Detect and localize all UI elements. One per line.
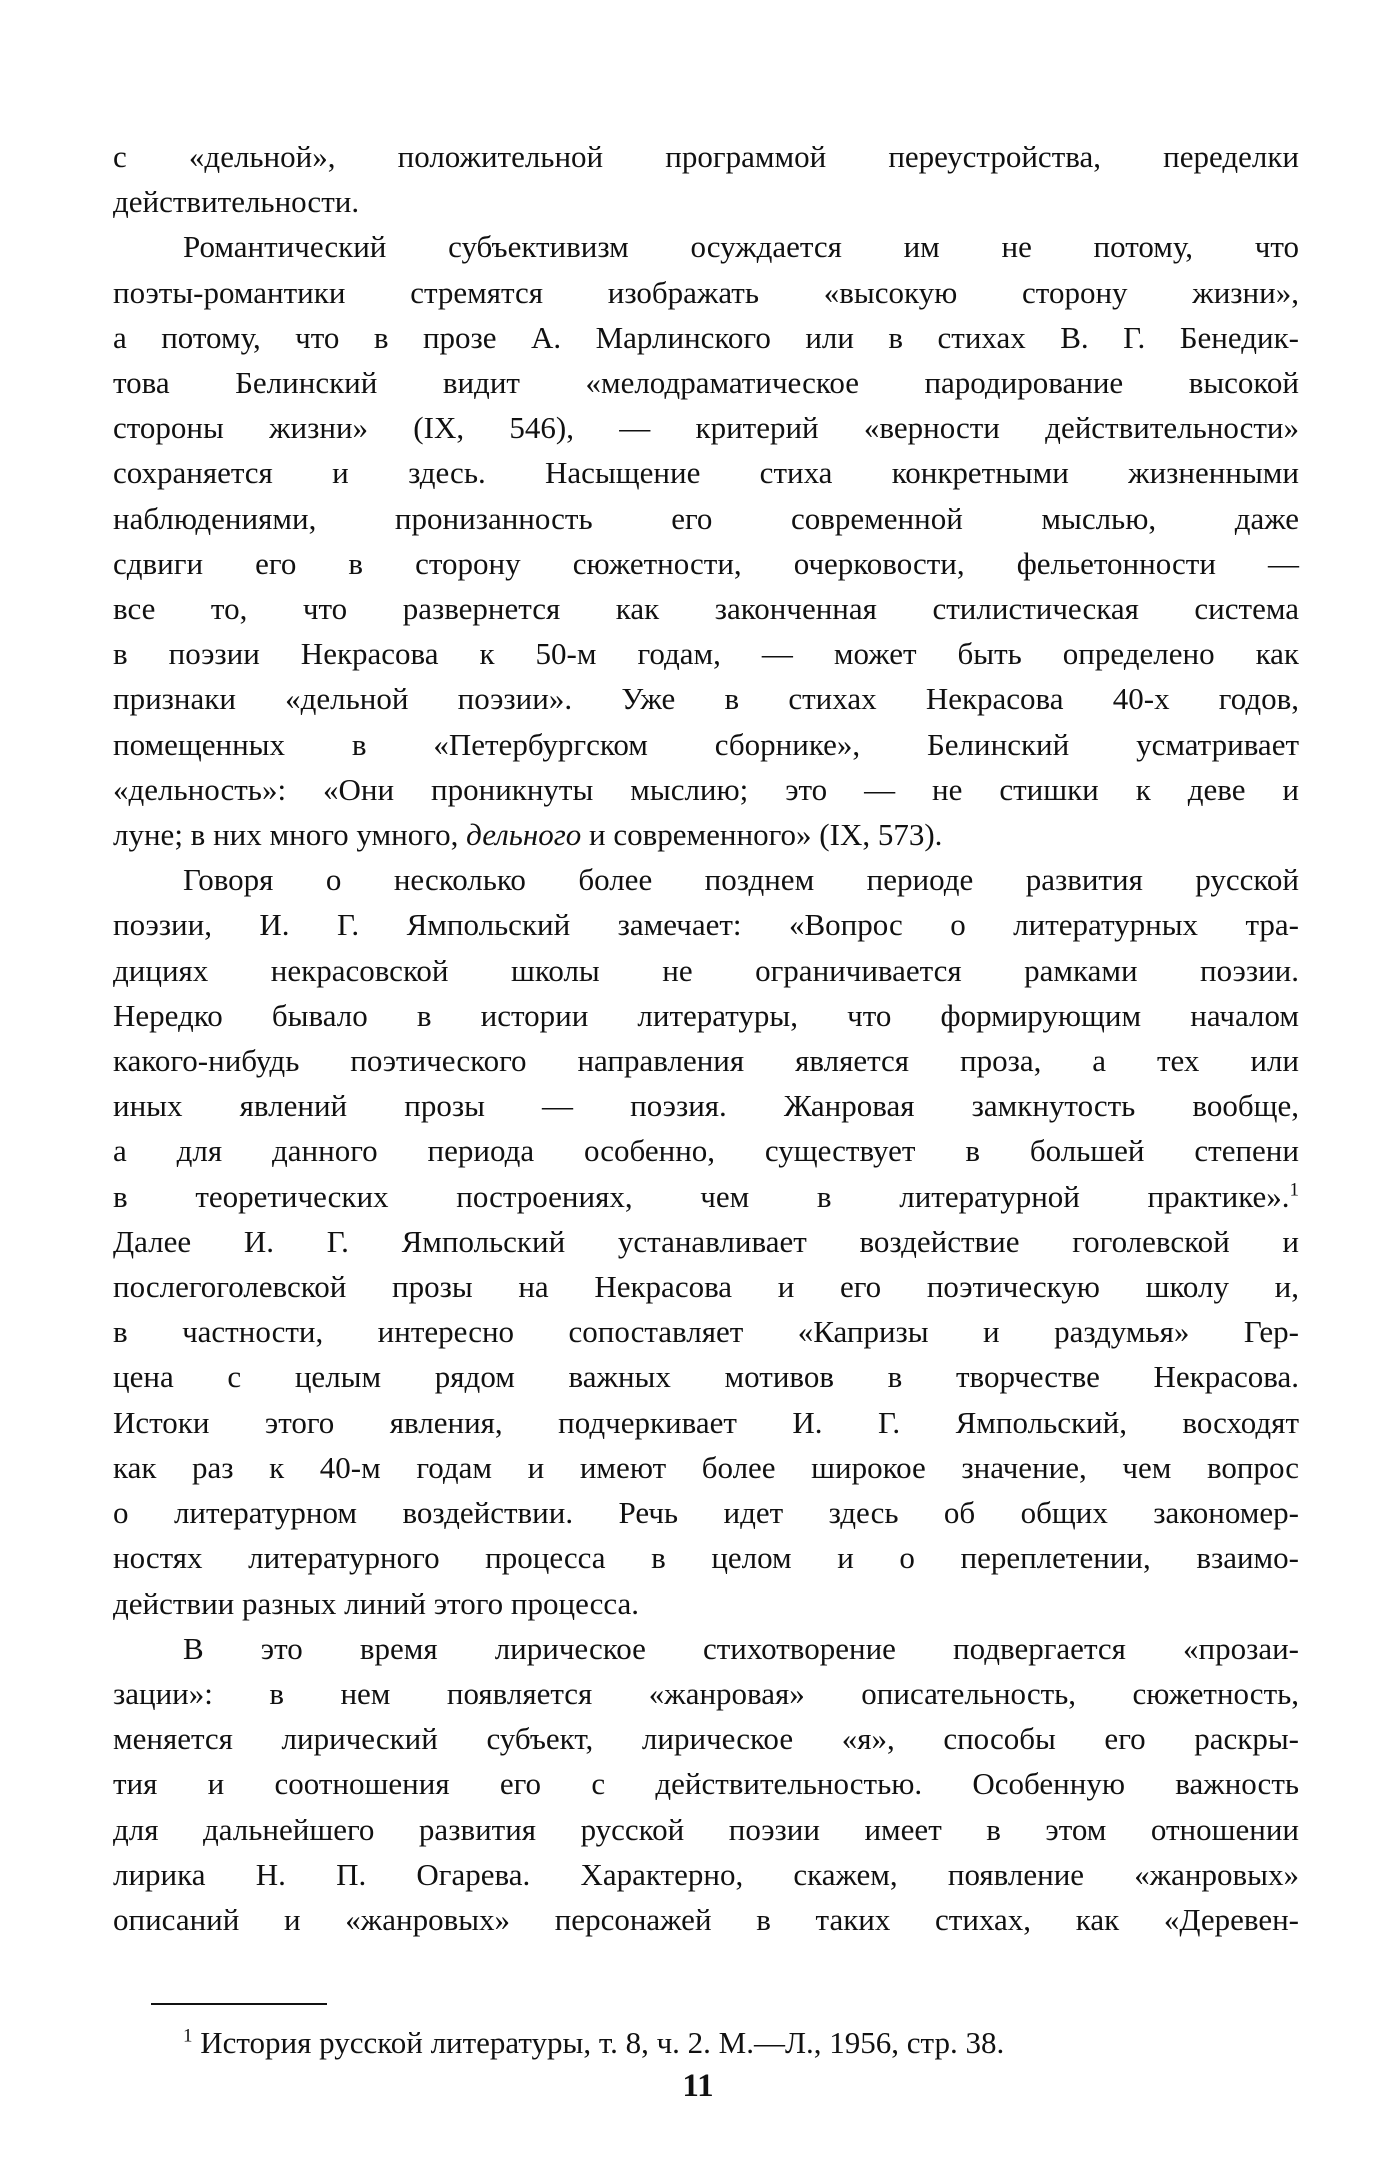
text-line: «дельность»: «Они проникнуты мыслию; это — не стишки к деве и bbox=[113, 771, 1299, 807]
text-line bbox=[113, 812, 1299, 857]
text-line: признаки «дельной поэзии». Уже в стихах Некрасова 40-х годов, bbox=[113, 681, 1299, 717]
text-line: Истоки этого явления, подчеркивает И. Г. Ямпольский, восходят bbox=[113, 1404, 1299, 1440]
text-line: в поэзии Некрасова к 50-м годам, — может быть определено как bbox=[113, 636, 1299, 672]
text-line: действии разных линий этого процесса. bbox=[113, 1585, 640, 1621]
paragraph-0 bbox=[113, 134, 1299, 224]
italic-word: дельного bbox=[466, 817, 582, 853]
text-line: поэзии, И. Г. Ямпольский замечает: «Вопрос о литературных тра- bbox=[113, 907, 1299, 943]
text-line: о литературном воздействии. Речь идет здесь об общих закономер- bbox=[113, 1495, 1299, 1531]
footnote-marker: 1 bbox=[183, 2025, 193, 2047]
text-line: с «дельной», положительной программой переустройства, переделки bbox=[113, 139, 1299, 174]
text-line bbox=[113, 1174, 1299, 1219]
text-line: меняется лирический субъект, лирическое «я», способы его раскры- bbox=[113, 1721, 1299, 1757]
text-line: стороны жизни» (IX, 546), — критерий «верности действительности» bbox=[113, 410, 1299, 446]
text-line: цена с целым рядом важных мотивов в творчестве Некрасова. bbox=[113, 1359, 1299, 1395]
text-line: послегоголевской прозы на Некрасова и его поэтическую школу и, bbox=[113, 1269, 1299, 1305]
paragraph-3 bbox=[113, 1626, 1299, 1942]
text-line: Говоря о несколько более позднем периоде развития русской bbox=[183, 862, 1299, 898]
page-body bbox=[113, 134, 1299, 1942]
text-line: дициях некрасовской школы не ограничивается рамками поэзии. bbox=[113, 952, 1299, 988]
footnote bbox=[183, 2023, 1299, 2063]
text-fragment: и современного» (IX, 573). bbox=[581, 817, 943, 853]
text-line: иных явлений прозы — поэзия. Жанровая замкнутость вообще, bbox=[113, 1088, 1299, 1124]
text-line: какого-нибудь поэтического направления является проза, а тех или bbox=[113, 1043, 1299, 1079]
text-line: как раз к 40-м годам и имеют более широкое значение, чем вопрос bbox=[113, 1449, 1299, 1485]
footnote-divider bbox=[151, 2003, 327, 2005]
text-line: зации»: в нем появляется «жанровая» описательность, сюжетность, bbox=[113, 1675, 1299, 1711]
text-line: сохраняется и здесь. Насыщение стиха конкретными жизненными bbox=[113, 455, 1299, 491]
text-line: действительности. bbox=[113, 184, 360, 220]
text-line: помещенных в «Петербургском сборнике», Белинский усматривает bbox=[113, 726, 1299, 762]
footnote-reference[interactable]: 1 bbox=[1289, 1179, 1299, 1201]
text-line: Романтический субъективизм осуждается им не потому, что bbox=[183, 229, 1299, 265]
paragraph-1 bbox=[113, 224, 1299, 857]
paragraph-2 bbox=[113, 857, 1299, 1625]
text-line: ностях литературного процесса в целом и о переплетении, взаимо- bbox=[113, 1540, 1299, 1576]
text-line: това Белинский видит «мелодраматическое пародирование высокой bbox=[113, 365, 1299, 401]
text-line: а для данного периода особенно, существует в большей степени bbox=[113, 1133, 1299, 1169]
text-fragment: луне; в них много умного, bbox=[113, 817, 467, 853]
text-line: тия и соотношения его с действительностью. Особенную важность bbox=[113, 1766, 1299, 1802]
text-line: описаний и «жанровых» персонажей в таких стихах, как «Деревен- bbox=[113, 1901, 1299, 1937]
text-line: для дальнейшего развития русской поэзии имеет в этом отношении bbox=[113, 1811, 1299, 1847]
text-line: Далее И. Г. Ямпольский устанавливает воздействие гоголевской и bbox=[113, 1223, 1299, 1259]
text-line: все то, что развернется как законченная стилистическая система bbox=[113, 591, 1299, 627]
page-number: 11 bbox=[682, 2068, 714, 2104]
text-line: в частности, интересно сопоставляет «Капризы и раздумья» Гер- bbox=[113, 1314, 1299, 1350]
text-line: лирика Н. П. Огарева. Характерно, скажем, появление «жанровых» bbox=[113, 1856, 1299, 1892]
text-fragment: в теоретических построениях, чем в литературной практике». bbox=[113, 1178, 1290, 1214]
text-line: а потому, что в прозе А. Марлинского или в стихах В. Г. Бенедик- bbox=[113, 319, 1299, 355]
text-line: поэты-романтики стремятся изображать «высокую сторону жизни», bbox=[113, 274, 1299, 310]
text-line: сдвиги его в сторону сюжетности, очерковости, фельетонности — bbox=[113, 545, 1299, 581]
text-line: Нередко бывало в истории литературы, что формирующим началом bbox=[113, 997, 1299, 1033]
text-line: наблюдениями, пронизанность его современной мыслью, даже bbox=[113, 500, 1299, 536]
text-line: В это время лирическое стихотворение подвергается «прозаи- bbox=[183, 1630, 1299, 1666]
footnote-text: История русской литературы, т. 8, ч. 2. М.—Л., 1956, стр. 38. bbox=[200, 2025, 1005, 2060]
